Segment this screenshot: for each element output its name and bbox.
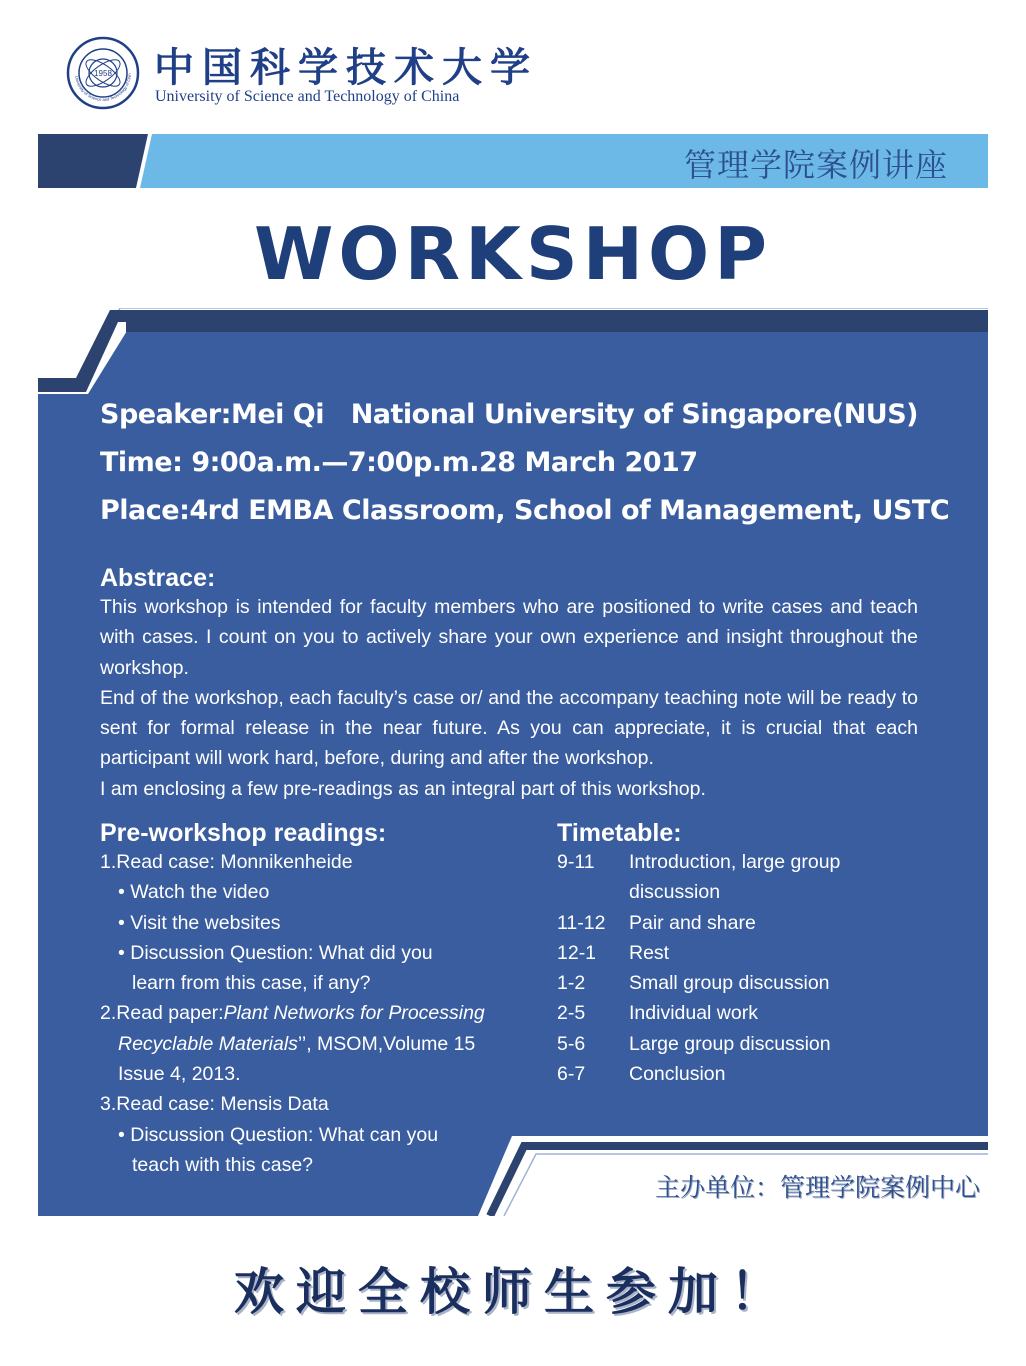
organizer-label: 主办单位：管理学院案例中心 xyxy=(654,1173,980,1202)
reading-item-continued xyxy=(100,1029,485,1059)
timetable-time: 2-5 xyxy=(557,1002,586,1025)
timetable-activity: Rest xyxy=(629,941,670,964)
paper-title-continued: Recyclable Materials xyxy=(118,1032,298,1055)
timetable-activity: Large group discussion xyxy=(629,1032,831,1055)
reading-bullet: • Discussion Question: What did you xyxy=(118,941,433,964)
banner-dark-block xyxy=(38,134,148,188)
abstract-paragraph: End of the workshop, each faculty’s case or/ and the accompany teaching note will be ready to sent for formal release in the near future. As you can appreciate, it is crucial that each participant will work hard, before, during and after the workshop. xyxy=(100,686,918,770)
readings-list xyxy=(100,847,485,1180)
timetable-activity: Conclusion xyxy=(629,1063,726,1086)
banner-title: 管理学院案例讲座 xyxy=(683,146,948,184)
university-name-english: University of Science and Technology of China xyxy=(155,88,460,105)
reading-item xyxy=(100,998,485,1028)
reading-bullet-continued: teach with this case? xyxy=(132,1153,314,1176)
timetable-time: 5-6 xyxy=(557,1032,586,1055)
timetable-row xyxy=(557,847,840,877)
timetable-activity: discussion xyxy=(629,881,721,904)
timetable-row xyxy=(557,877,840,907)
readings-heading: Pre-workshop readings: xyxy=(100,819,387,847)
paper-title: Plant Networks for Processing xyxy=(223,1002,485,1025)
timetable-time: 9-11 xyxy=(557,851,595,873)
timetable-list xyxy=(557,847,840,1089)
timetable-activity: Pair and share xyxy=(629,911,756,934)
svg-text:University of Science and Tech: University of Science and Technology of Chin xyxy=(74,73,133,103)
timetable-row xyxy=(557,968,840,998)
timetable-row xyxy=(557,908,840,938)
reading-prefix: 2.Read paper: xyxy=(100,1002,224,1025)
welcome-slogan: 欢迎全校师生参加！ xyxy=(234,1262,792,1321)
reading-item: 3.Read case: Mensis Data xyxy=(100,1093,329,1116)
timetable-time xyxy=(557,877,629,907)
place-line: Place:4rd EMBA Classroom, School of Management, USTC xyxy=(100,495,950,526)
reading-item-continued: Issue 4, 2013. xyxy=(118,1063,241,1086)
timetable-row xyxy=(557,1029,840,1059)
time-line: Time: 9:00a.m.—7:00p.m.28 March 2017 xyxy=(100,447,698,478)
abstract-paragraph: I am enclosing a few pre-readings as an integral part of this workshop. xyxy=(100,777,706,800)
timetable-time: 6-7 xyxy=(557,1063,586,1086)
timetable-activity: Small group discussion xyxy=(629,972,830,995)
abstract-paragraph: This workshop is intended for faculty members who are positioned to write cases and teach with cases. I count on you to actively share your own experience and insight throughout the workshop. xyxy=(100,596,918,679)
reading-bullet-continued: learn from this case, if any? xyxy=(132,972,371,995)
timetable-time: 12-1 xyxy=(557,941,597,964)
paper-source: ’’, MSOM,Volume 15 xyxy=(297,1032,476,1055)
reading-item: 1.Read case: Monnikenheide xyxy=(100,851,353,873)
timetable-activity: Individual work xyxy=(629,1002,758,1025)
reading-bullet: • Discussion Question: What can you xyxy=(118,1123,439,1146)
reading-bullet: • Watch the video xyxy=(118,881,270,904)
abstract-body xyxy=(100,592,918,804)
timetable-heading: Timetable: xyxy=(557,819,682,847)
timetable-activity: Introduction, large group xyxy=(629,851,841,873)
reading-bullet: • Visit the websites xyxy=(118,911,281,934)
university-seal-logo xyxy=(66,36,140,110)
speaker-line: Speaker:Mei Qi National University of Singapore(NUS) xyxy=(100,399,919,430)
abstract-heading: Abstrace: xyxy=(100,564,216,592)
timetable-time: 11-12 xyxy=(557,911,606,934)
university-name-chinese: 中国科学技术大学 xyxy=(154,44,538,91)
timetable-row xyxy=(557,1059,840,1089)
timetable-row xyxy=(557,938,840,968)
timetable-time: 1-2 xyxy=(557,972,586,995)
timetable-row xyxy=(557,998,840,1028)
svg-text:1958: 1958 xyxy=(94,69,112,78)
workshop-title: WORKSHOP xyxy=(254,212,772,296)
